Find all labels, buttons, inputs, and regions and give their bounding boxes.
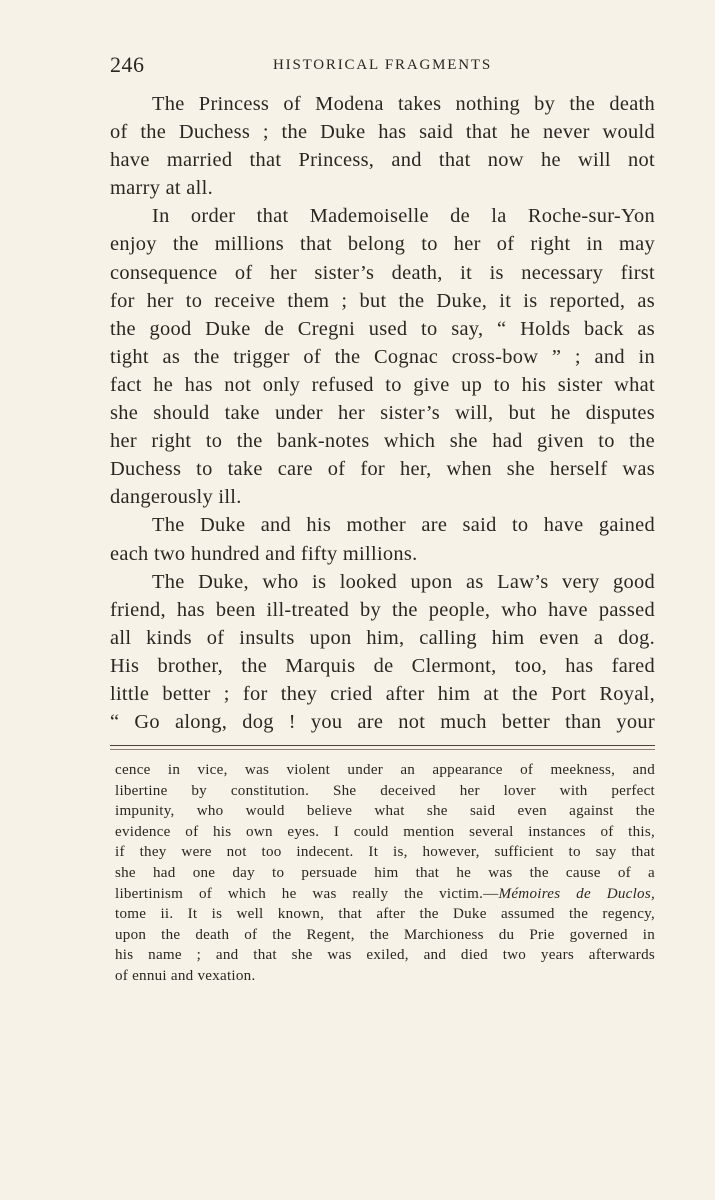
- text-line: for her to receive them ; but the Duke, it is reported, as: [110, 289, 655, 312]
- text-line: The Duke and his mother are said to have gained: [152, 514, 655, 537]
- text-line: fact he has not only refused to give up to his sister what: [110, 373, 655, 396]
- footnote-line-text: libertinism of which he was really the victim.—: [115, 885, 499, 902]
- text-line: Duchess to take care of for her, when she herself was: [110, 458, 655, 481]
- text-line: “ Go along, dog ! you are not much better than your: [110, 711, 655, 734]
- text-line: she should take under her sister’s will, but he disputes: [110, 402, 655, 425]
- main-text: [110, 90, 655, 736]
- footnote-line: his name ; and that she was exiled, and died two years afterwards: [115, 947, 655, 964]
- page-header: [110, 52, 655, 82]
- footnote-line: evidence of his own eyes. I could mention several instances of this,: [115, 823, 655, 840]
- footnote-rule: [110, 745, 655, 746]
- text-line: each two hundred and fifty millions.: [110, 542, 418, 565]
- footnote-line: of ennui and vexation.: [115, 967, 256, 984]
- text-line: dangerously ill.: [110, 486, 242, 509]
- text-line: tight as the trigger of the Cognac cross-bow ” ; and in: [110, 345, 655, 368]
- text-line: all kinds of insults upon him, calling him even a dog.: [110, 626, 655, 649]
- text-line: The Princess of Modena takes nothing by the death: [152, 93, 655, 115]
- text-line: marry at all.: [110, 177, 213, 200]
- footnote-line: tome ii. It is well known, that after the Duke assumed the regency,: [115, 906, 655, 923]
- footnote-line: impunity, who would believe what she said even against the: [115, 803, 655, 820]
- text-line: of the Duchess ; the Duke has said that he never would: [110, 121, 655, 144]
- text-line: In order that Mademoiselle de la Roche-sur-Yon: [152, 205, 655, 228]
- text-line: her right to the bank-notes which she had given to the: [110, 430, 655, 453]
- footnote-rule-thin: [110, 749, 655, 750]
- text-line: friend, has been ill-treated by the people, who have passed: [110, 598, 655, 621]
- footnote: [115, 760, 655, 987]
- text-line: His brother, the Marquis de Clermont, too, has fared: [110, 654, 655, 677]
- footnote-line: libertine by constitution. She deceived her lover with perfect: [115, 782, 655, 799]
- footnote-line: upon the death of the Regent, the Marchioness du Prie governed in: [115, 926, 655, 943]
- footnote-line: she had one day to persuade him that he was the cause of a: [115, 864, 655, 881]
- text-line: The Duke, who is looked upon as Law’s very good: [152, 570, 655, 593]
- text-line: enjoy the millions that belong to her of right in may: [110, 233, 655, 256]
- footnote-citation: Mémoires de Duclos,: [498, 885, 655, 902]
- text-line: have married that Princess, and that now he will not: [110, 149, 655, 172]
- text-line: little better ; for they cried after him at the Port Royal,: [110, 682, 655, 705]
- running-title: HISTORICAL FRAGMENTS: [273, 57, 492, 73]
- text-line: the good Duke de Cregni used to say, “ Holds back as: [110, 317, 655, 340]
- footnote-line: cence in vice, was violent under an appearance of meekness, and: [115, 762, 655, 778]
- page-number: 246: [110, 52, 145, 77]
- footnote-line: if they were not too indecent. It is, however, sufficient to say that: [115, 844, 655, 861]
- footnote-line-with-citation: [115, 884, 655, 905]
- text-line: consequence of her sister’s death, it is necessary first: [110, 261, 655, 284]
